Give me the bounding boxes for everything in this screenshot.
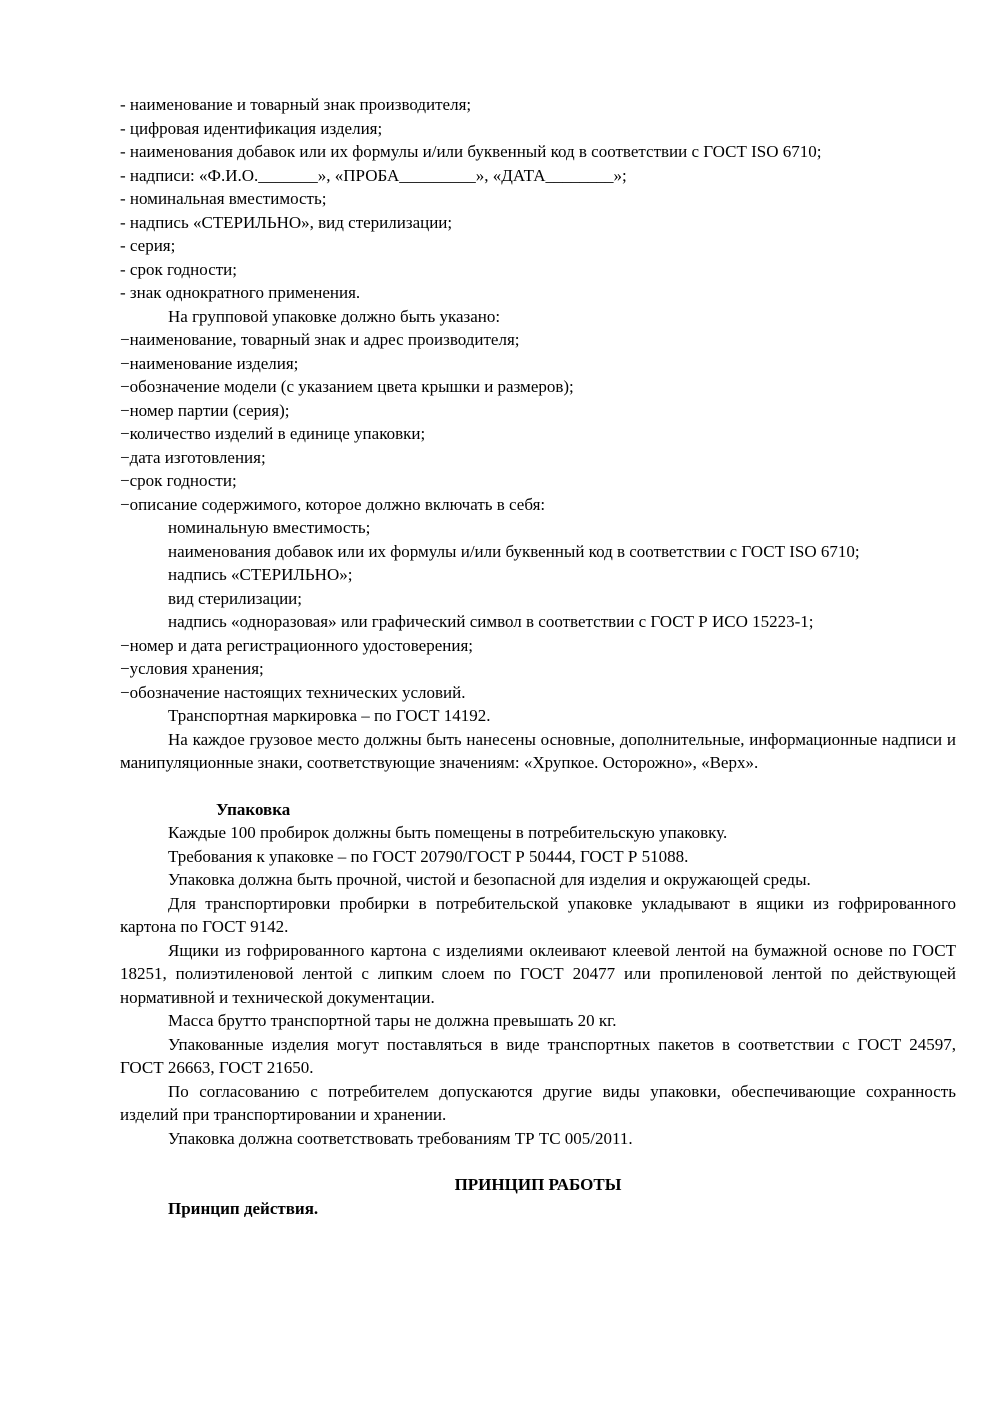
- list-item: - номинальная вместимость;: [120, 189, 327, 208]
- paragraph: На каждое грузовое место должны быть нанесены основные, дополнительные, информационные надписи и манипуляционные знаки, соответствующие значениям: «Хрупкое. Осторожно», «Верх».: [120, 729, 956, 772]
- sub-list-item: номинальную вместимость;: [168, 518, 371, 537]
- paragraph: По согласованию с потребителем допускаются другие виды упаковки, обеспечивающие сохранность изделий при транспортировании и хранении.: [120, 1081, 956, 1124]
- paragraph: Масса брутто транспортной тары не должна превышать 20 кг.: [168, 1011, 617, 1030]
- list-item: −дата изготовления;: [120, 447, 266, 467]
- paragraph: На групповой упаковке должно быть указано:: [168, 306, 501, 326]
- section-heading-packaging: Упаковка: [216, 799, 291, 819]
- paragraph: Транспортная маркировка – по ГОСТ 14192.: [168, 706, 491, 725]
- sub-list-item: вид стерилизации;: [168, 588, 302, 608]
- section-heading-principle: ПРИНЦИП РАБОТЫ: [454, 1175, 622, 1194]
- list-item: −обозначение настоящих технических условий.: [120, 682, 466, 702]
- paragraph: Каждые 100 пробирок должны быть помещены в потребительскую упаковку.: [168, 823, 728, 842]
- list-item: −описание содержимого, которое должно включать в себя:: [120, 494, 546, 514]
- paragraph: Ящики из гофрированного картона с изделиями оклеивают клеевой лентой на бумажной основе по ГОСТ 18251, полиэтиленовой лентой с липким слоем по ГОСТ 20477 или пропиленовой лентой по действующей нормативной и технической документации.: [120, 940, 956, 1007]
- spacer: [120, 1150, 956, 1173]
- list-item: −срок годности;: [120, 471, 237, 490]
- document-body: [120, 93, 956, 1220]
- subheading-principle: Принцип действия.: [168, 1198, 319, 1218]
- paragraph: Упаковка должна быть прочной, чистой и безопасной для изделия и окружающей среды.: [168, 870, 811, 889]
- list-item: - цифровая идентификация изделия;: [120, 118, 383, 138]
- list-item: - наименования добавок или их формулы и/или буквенный код в соответствии с ГОСТ ISO 6710;: [120, 142, 822, 161]
- sub-list-item: наименования добавок или их формулы и/или буквенный код в соответствии с ГОСТ ISO 6710;: [168, 541, 860, 561]
- paragraph: Требования к упаковке – по ГОСТ 20790/ГОСТ Р 50444, ГОСТ Р 51088.: [168, 846, 689, 866]
- list-item: −наименование изделия;: [120, 353, 299, 373]
- list-item: - надписи: «Ф.И.О._______», «ПРОБА_________», «ДАТА________»;: [120, 165, 627, 185]
- list-item: - знак однократного применения.: [120, 283, 361, 302]
- list-item: - срок годности;: [120, 259, 237, 279]
- paragraph: Для транспортировки пробирки в потребительской упаковке укладывают в ящики из гофрированного картона по ГОСТ 9142.: [120, 893, 956, 936]
- paragraph: Упакованные изделия могут поставляться в виде транспортных пакетов в соответствии с ГОСТ 24597, ГОСТ 26663, ГОСТ 21650.: [120, 1034, 956, 1077]
- list-item: −наименование, товарный знак и адрес производителя;: [120, 330, 520, 349]
- sub-list-item: надпись «одноразовая» или графический символ в соответствии с ГОСТ Р ИСО 15223-1;: [168, 612, 814, 631]
- list-item: - серия;: [120, 236, 176, 255]
- list-item: −условия хранения;: [120, 659, 264, 678]
- list-item: - наименование и товарный знак производителя;: [120, 95, 472, 114]
- list-item: −обозначение модели (с указанием цвета крышки и размеров);: [120, 377, 574, 396]
- list-item: −номер и дата регистрационного удостоверения;: [120, 635, 473, 655]
- list-item: - надпись «СТЕРИЛЬНО», вид стерилизации;: [120, 212, 453, 232]
- list-item: −номер партии (серия);: [120, 400, 290, 420]
- sub-list-item: надпись «СТЕРИЛЬНО»;: [168, 565, 353, 584]
- spacer: [120, 775, 956, 798]
- list-item: −количество изделий в единице упаковки;: [120, 424, 426, 443]
- paragraph: Упаковка должна соответствовать требованиям ТР ТС 005/2011.: [168, 1128, 633, 1148]
